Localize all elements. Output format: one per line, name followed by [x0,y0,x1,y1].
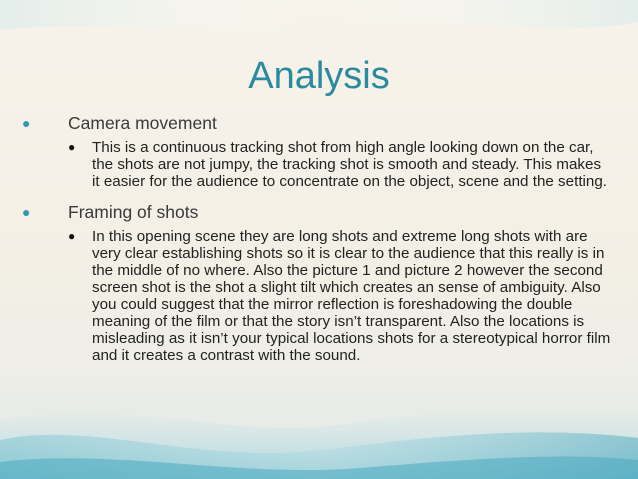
bullet-level2 [68,139,612,190]
bullet-dot-icon: ● [22,204,31,220]
slide-title: Analysis [248,55,390,97]
section-heading: Framing of shots [68,202,199,222]
top-wave [0,0,638,31]
slide-content [22,113,622,364]
bullet-level1 [22,202,622,222]
bullet-dot-icon: ● [68,229,76,243]
bullet-dot-icon: ● [22,115,31,131]
section-text: This is a continuous tracking shot from high angle looking down on the car, the shots are not jumpy, the tracking shot is smooth and steady. This makes it easier for the audience to concentrate on the object, scene and the setting. [92,139,608,190]
bullet-dot-icon: ● [68,140,76,154]
section-camera-movement [22,113,622,190]
section-framing-of-shots [22,202,622,364]
section-text: In this opening scene they are long shots and extreme long shots with are very clear establishing shots so it is clear to the audience that this really is in the middle of no where. Also the picture 1 and picture 2 however the second screen shot is the shot a slight tilt which creates an sense of ambiguity. Also you could suggest that the mirror reflection is foreshadowing the double meaning of the film or that the story isn’t transparent. Also the locations is misleading as it isn’t your typical locations shots for a stereotypical horror film and it creates a contrast with the sound. [92,228,611,364]
bullet-level2 [68,228,612,364]
bullet-level1 [22,113,622,133]
section-heading: Camera movement [68,113,217,133]
